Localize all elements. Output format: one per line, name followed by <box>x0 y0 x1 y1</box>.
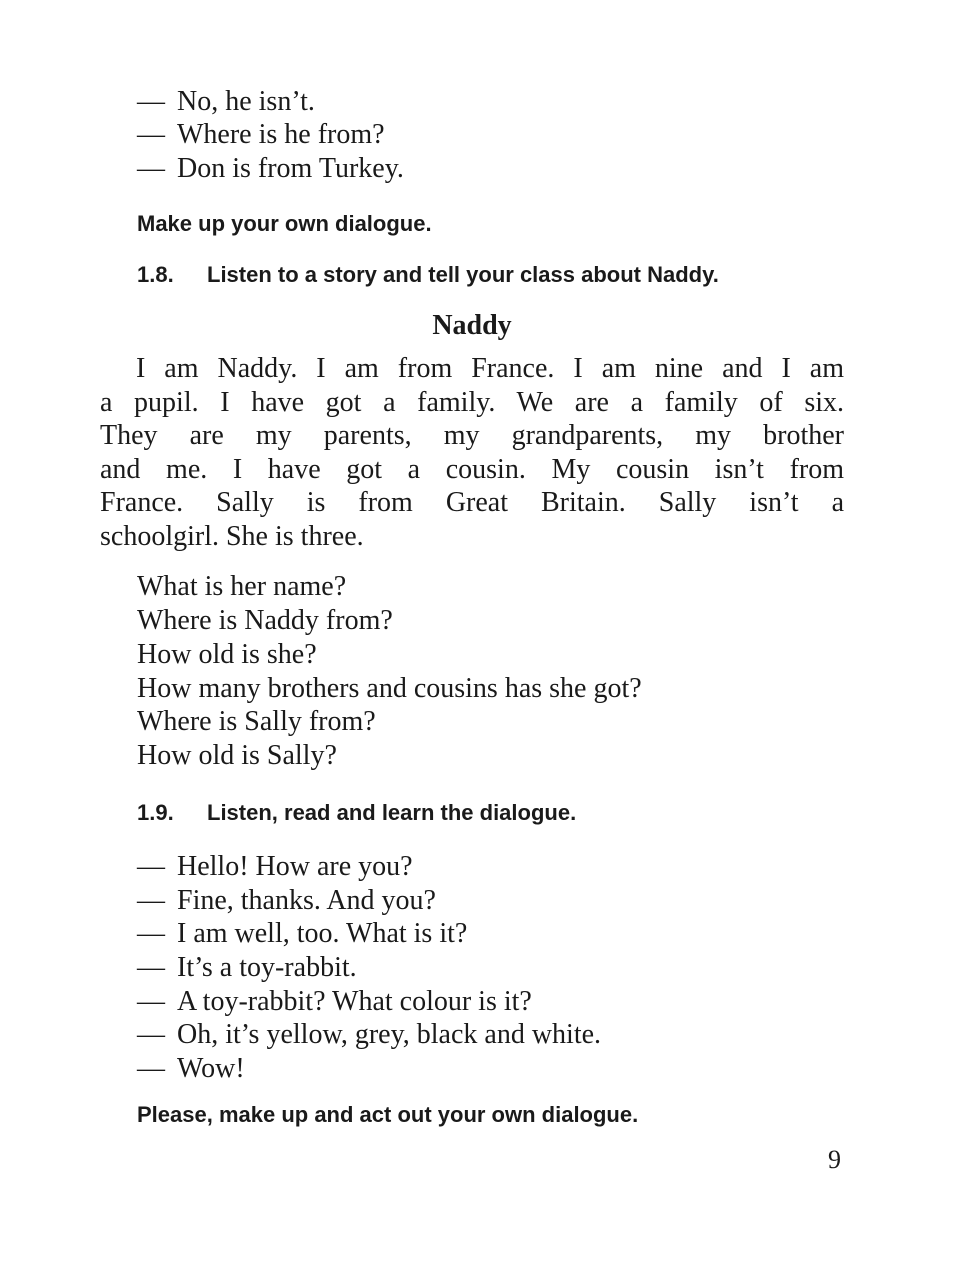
question: Where is Naddy from? <box>137 605 393 636</box>
dialogue-dash: — <box>137 918 165 949</box>
dialogue-dash: — <box>137 952 165 983</box>
story-paragraph <box>100 352 844 554</box>
dialogue-line <box>137 118 385 152</box>
question: How old is she? <box>137 639 317 670</box>
question: What is her name? <box>137 571 347 602</box>
story-line: I am Naddy. I am from France. I am nine and I am <box>136 353 844 384</box>
dialogue-dash: — <box>137 851 165 882</box>
dialogue-text: I am well, too. What is it? <box>177 918 468 949</box>
dialogue-line <box>137 884 436 918</box>
dialogue-line <box>137 152 404 186</box>
dialogue-dash: — <box>137 119 165 150</box>
dialogue-line <box>137 951 357 985</box>
page-number: 9 <box>828 1145 841 1174</box>
dialogue-line <box>137 850 413 884</box>
dialogue-text: Fine, thanks. And you? <box>177 885 436 916</box>
story-line: schoolgirl. She is three. <box>100 520 364 552</box>
dialogue-line <box>137 1052 245 1086</box>
dialogue-line <box>137 85 315 119</box>
dialogue-text: Oh, it’s yellow, grey, black and white. <box>177 1019 602 1050</box>
dialogue-line <box>137 917 467 951</box>
dialogue-text: Wow! <box>177 1053 245 1084</box>
dialogue-text: Don is from Turkey. <box>177 153 404 184</box>
exercise-text: Listen, read and learn the dialogue. <box>207 800 577 825</box>
dialogue-line <box>137 1018 601 1052</box>
dialogue-dash: — <box>137 986 165 1017</box>
dialogue-dash: — <box>137 1019 165 1050</box>
instruction-act-out-dialogue: Please, make up and act out your own dialogue. <box>137 1102 639 1127</box>
dialogue-line <box>137 985 532 1019</box>
dialogue-dash: — <box>137 885 165 916</box>
exercise-1-8-heading <box>137 261 719 289</box>
story-line: France. Sally is from Great Britain. Sally isn’t a <box>100 487 844 519</box>
dialogue-dash: — <box>137 86 165 117</box>
exercise-number: 1.8. <box>137 262 174 287</box>
dialogue-text: A toy-rabbit? What colour is it? <box>177 986 532 1017</box>
dialogue-text: Hello! How are you? <box>177 851 413 882</box>
exercise-text: Listen to a story and tell your class about Naddy. <box>207 262 719 287</box>
exercise-1-9-heading <box>137 799 576 827</box>
story-title: Naddy <box>432 310 512 341</box>
story-line: a pupil. I have got a family. We are a family of six. <box>100 386 844 418</box>
dialogue-dash: — <box>137 153 165 184</box>
dialogue-dash: — <box>137 1053 165 1084</box>
question: How many brothers and cousins has she got? <box>137 673 642 704</box>
dialogue-text: It’s a toy-rabbit. <box>177 952 357 983</box>
story-line: and me. I have got a cousin. My cousin isn’t from <box>100 453 844 485</box>
story-line: They are my parents, my grandparents, my brother <box>100 420 844 452</box>
instruction-own-dialogue: Make up your own dialogue. <box>137 211 432 236</box>
question: How old is Sally? <box>137 740 337 771</box>
dialogue-text: No, he isn’t. <box>177 86 315 117</box>
question: Where is Sally from? <box>137 706 376 737</box>
dialogue-text: Where is he from? <box>177 119 385 150</box>
exercise-number: 1.9. <box>137 800 174 825</box>
